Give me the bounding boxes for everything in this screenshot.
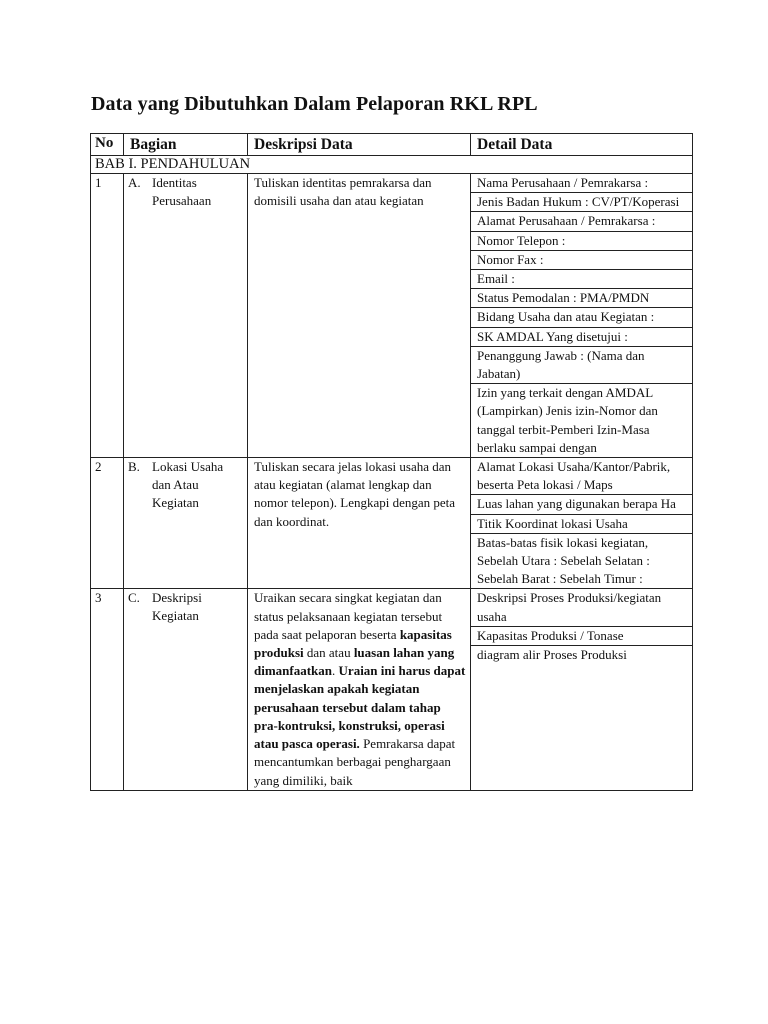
header-detail: Detail Data (471, 134, 693, 156)
detail-item: Nama Perusahaan / Pemrakarsa : (471, 174, 692, 193)
description-bold-part: kapasitas produksi (254, 626, 452, 661)
bagian-label: Lokasi Usaha dan Atau Kegiatan (152, 459, 224, 511)
detail-cell (471, 589, 693, 790)
detail-item: Status Pemodalan : PMA/PMDN (471, 289, 692, 308)
detail-item: Penanggung Jawab : (Nama dan Jabatan) (471, 347, 692, 384)
detail-item: SK AMDAL Yang disetujui : (471, 328, 692, 347)
detail-item: Titik Koordinat lokasi Usaha (471, 515, 692, 534)
data-table (90, 133, 693, 791)
detail-item: Batas-batas fisik lokasi kegiatan, Sebelah Utara : Sebelah Selatan : Sebelah Barat : Sebelah Timur : (477, 534, 650, 587)
bagian-letter: C. (128, 590, 140, 606)
section-row (91, 156, 693, 174)
description-text-part: dan atau (303, 645, 354, 661)
header-no: No (91, 134, 124, 156)
document-title: Data yang Dibutuhkan Dalam Pelaporan RKL RPL (91, 93, 538, 115)
description-cell (248, 458, 471, 589)
bagian-cell (124, 174, 248, 458)
detail-item: Nomor Telepon : (471, 232, 692, 251)
row-number: 1 (91, 174, 124, 458)
description-text (248, 589, 470, 789)
bagian-cell (124, 589, 248, 790)
section-title: BAB I. PENDAHULUAN (91, 156, 693, 174)
table-row (91, 458, 693, 589)
detail-item: Bidang Usaha dan atau Kegiatan : (471, 308, 692, 327)
detail-item: Alamat Lokasi Usaha/Kantor/Pabrik, beserta Peta lokasi / Maps (471, 458, 692, 495)
detail-item: Alamat Perusahaan / Pemrakarsa : (471, 212, 692, 231)
detail-item: Deskripsi Proses Produksi/kegiatan usaha (471, 589, 692, 626)
header-deskripsi: Deskripsi Data (248, 134, 471, 156)
bagian-cell (124, 458, 248, 589)
detail-cell (471, 458, 693, 589)
row-number: 3 (91, 589, 124, 790)
detail-item: Luas lahan yang digunakan berapa Ha (471, 495, 692, 514)
description-text: Tuliskan identitas pemrakarsa dan domisili usaha dan atau kegiatan (254, 175, 432, 209)
description-text-part: . (332, 663, 339, 679)
description-text-part: Uraikan secara singkat kegiatan dan status pelaksanaan kegiatan tersebut pada saat pelaporan beserta (254, 590, 443, 642)
detail-item: Izin yang terkait dengan AMDAL (Lampirkan) Jenis izin-Nomor dan tanggal terbit-Pemberi Izin-Masa berlaku sampai dengan (477, 385, 658, 455)
description-text-part: Pemrakarsa dapat mencantumkan berbagai penghargaan yang dimiliki, baik (254, 736, 456, 788)
table-row (91, 589, 693, 790)
detail-item: Nomor Fax : (471, 251, 692, 270)
detail-item: Kapasitas Produksi / Tonase (471, 627, 692, 646)
description-bold-part: Uraian ini harus dapat menjelaskan apakah kegiatan perusahaan tersebut dalam tahap pra-kontruksi, konstruksi, operasi atau pasca operasi. (254, 663, 466, 752)
bagian-letter: B. (128, 459, 140, 475)
table-row (91, 174, 693, 458)
detail-item: Jenis Badan Hukum : CV/PT/Koperasi (471, 193, 692, 212)
bagian-letter: A. (128, 175, 141, 190)
detail-item: Email : (471, 270, 692, 289)
header-bagian: Bagian (124, 134, 248, 156)
detail-cell (471, 174, 693, 458)
table-header-row (91, 134, 693, 156)
detail-item: diagram alir Proses Produksi (477, 647, 627, 663)
bagian-label: Identitas Perusahaan (152, 175, 212, 208)
bagian-label: Deskripsi Kegiatan (152, 590, 202, 624)
description-text: Tuliskan secara jelas lokasi usaha dan atau kegiatan (alamat lengkap dan nomor telepon). Lengkapi dengan peta dan koordinat. (254, 459, 456, 529)
description-bold-part: luasan lahan yang dimanfaatkan (254, 645, 455, 679)
description-cell (248, 174, 471, 458)
description-cell (248, 589, 471, 790)
row-number: 2 (91, 458, 124, 589)
